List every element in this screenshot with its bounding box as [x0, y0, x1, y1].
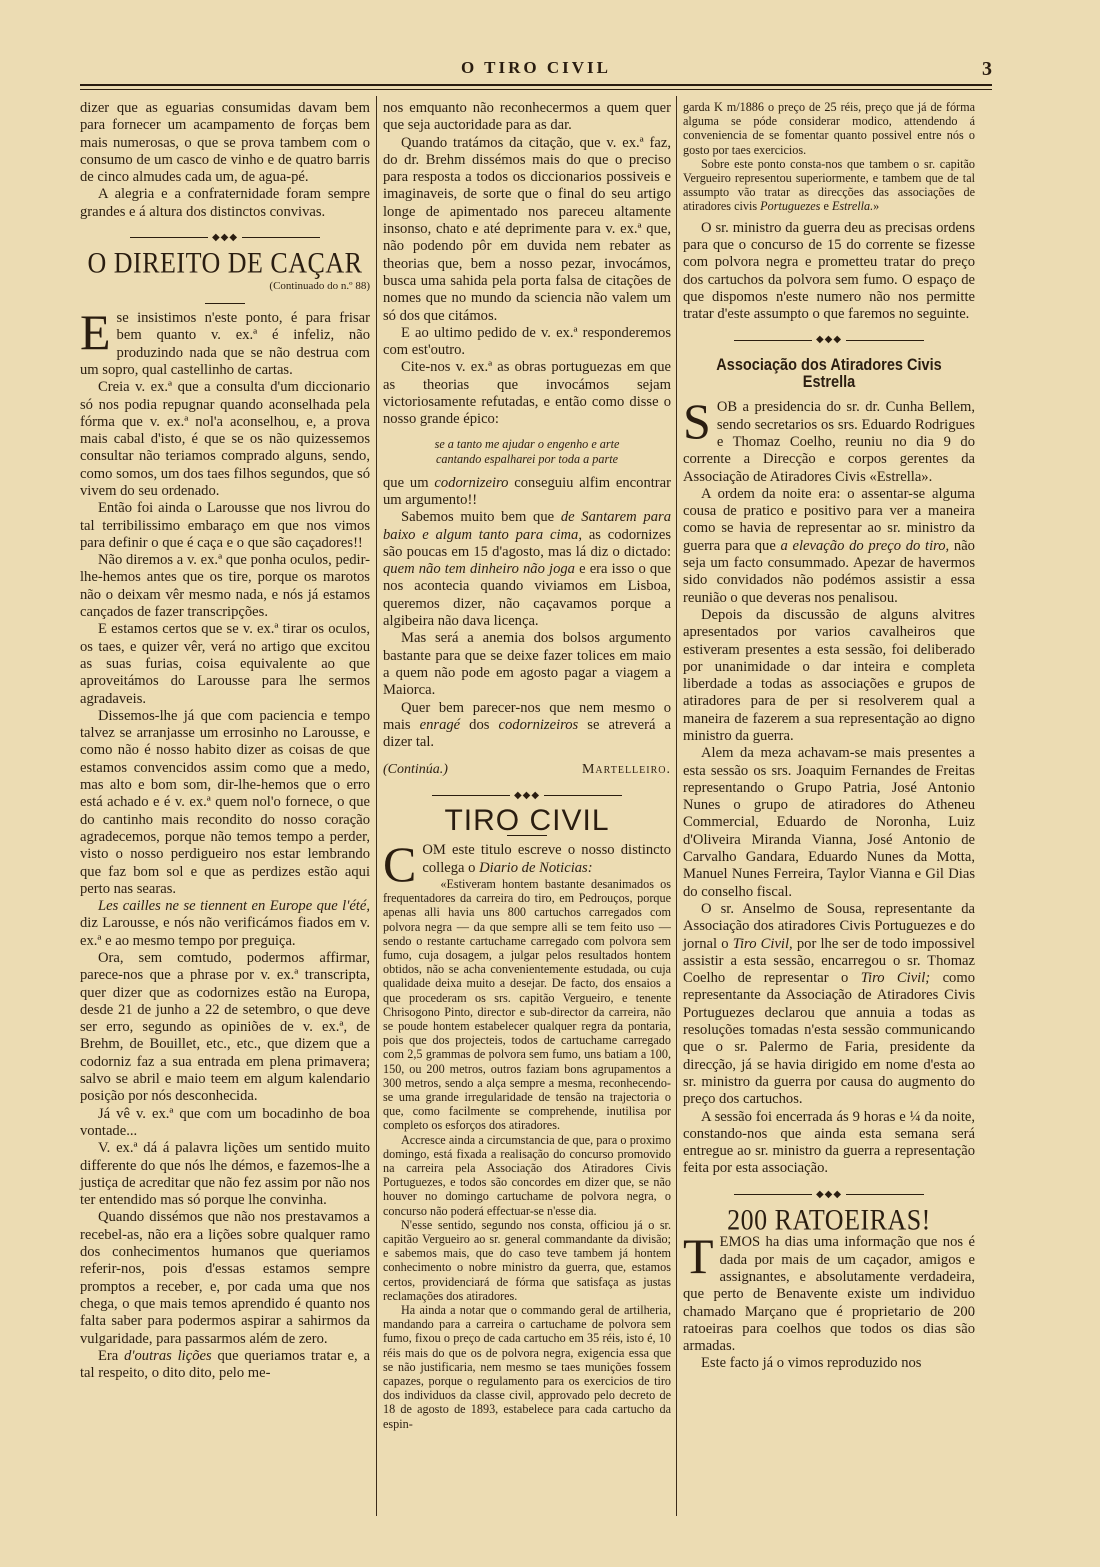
- paragraph: Depois da discussão de alguns alvitres apresentados por varios cavalheiros que estiveram presentes a esta sessão, foi deliberado por unanimidade o dar inteira e completa liberdade a todas as associações e grupos de atiradores para de per si resolverem qual a maneira de fazerem a sua representação ao digno ministro da guerra.: [683, 606, 975, 744]
- paragraph: SOB a presidencia do sr. dr. Cunha Bellem, sendo secretarios os srs. Eduardo Rodrigues e Thomaz Coelho, reuniu no dia 9 do corrente a Direcção e corpos gerentes da Associação de Atiradores Civis «Estrella».: [683, 393, 975, 485]
- header-rule-thin: [80, 89, 992, 90]
- continues-note: (Continúa.): [383, 762, 448, 778]
- paragraph: E ao ultimo pedido de v. ex.ª responderemos com est'outro.: [383, 324, 671, 359]
- section-separator: ◆◆◆: [683, 331, 975, 348]
- quoted-report-continued: [683, 100, 975, 214]
- page-number: 3: [982, 58, 992, 80]
- section-separator: ◆◆◆: [683, 1186, 975, 1203]
- paragraph: nos emquanto não reconhecermos a quem quer que seja auctoridade para as dar.: [383, 100, 671, 134]
- verse-quote: se a tanto me ajudar o engenho e arte cantando espalharei por toda a parte: [434, 436, 620, 466]
- section-separator: ◆◆◆: [383, 787, 671, 804]
- paragraph: Quando tratámos da citação, que v. ex.ª faz, do dr. Brehm dissémos mais do que o preciso para resposta a todos os diccionarios possiveis e imaginaveis, de sorte que o final do seu artigo longe de apimentado nos pareceu altamente insonso, chato e até deprimente para v. ex.ª que, não podendo pôr em duvida nem rebater as theorias que, bem a nosso pezar, invocámos, busca uma sahida pela porta falsa de citações de nomes que no mundo da sciencia não valem um só dos que citámos.: [383, 134, 671, 324]
- paragraph: A alegria e a confraternidade foram sempre grandes e á altura dos distinctos convivas.: [80, 186, 370, 220]
- paragraph: Sabemos muito bem que de Santarem para baixo e algum tanto para cima, as codornizes são poucas em 15 d'agosto, mas lá diz o dictado: quem não tem dinheiro não joga e era isso o que nos acontecia quando viviamos em Lisboa, queremos dizer, não caçavamos porque a algibeira não dava licença.: [383, 509, 671, 630]
- paragraph: O sr. Anselmo de Sousa, representante da Associação dos atiradores Civis Portuguezes e do jornal o Tiro Civil, por lhe ser de todo impossivel assistir a esta sessão, encarregou o sr. Thomaz Coelho de representar o Tiro Civil; como representante da Associação de Atiradores Civis Portuguezes declarou que annuia a todas as resoluções tomadas n'esta sessão communicando que o sr. Palermo de Faria, presidente da direcção, já se havia dirigido em nome d'esta ao sr. ministro da guerra por causa do augmento do preço dos cartuchos.: [683, 900, 975, 1108]
- article-signature: [383, 761, 671, 778]
- drop-cap: E: [80, 304, 111, 361]
- drop-cap: C: [383, 836, 417, 893]
- continuation-note: (Continuado do n.º 88): [269, 279, 370, 292]
- article-title: TIRO CIVIL: [444, 804, 610, 838]
- paragraph: Sobre este ponto consta-nos que tambem o sr. capitão Vergueiro representou superiormente, e tambem que de tal assumpto vão tratar as direcções das associações de atiradores civis Portuguezes e Estrella.»: [683, 156, 975, 214]
- paragraph: «Estiveram hontem bastante desanimados os frequentadores da carreira do tiro, em Pedrouços, porque apenas alli havia uns 800 cartuchos carregados com polvora negra — da que sempre alli se tem feito uso — sendo o restante cartuchame carregado com polvora sem fumo, cuja dosagem, a julgar pelos resultados hontem obtidos, não se acha convenientemente estudada, ou cuja qualidade deixa muito a desejar. De facto, dos ensaios a que procederam os srs. capitão Vergueiro, e tenente Chrisogono Pinto, director e sub-director da carreira, não se poude hontem estabelecer qualquer regra da pontaria, pois que dos projecteis, todos de cartuchame carregado com 2,5 grammas de polvora sem fumo, uns batiam a 100, 150, ou 200 metros, outros faziam bons agrupamentos a 300 metros, sendo a alça sempre a mesma, reconhecendo-se uma grande irregularidade de tensão na trajectoria o que, como facilmente se comprehende, inutilisa por completo os esforços dos atiradores.: [383, 876, 671, 1133]
- paragraph: Este facto já o vimos reproduzido nos: [701, 1355, 922, 1372]
- drop-cap: T: [683, 1228, 714, 1285]
- paragraph: Já vê v. ex.ª que com um bocadinho de boa vontade...: [80, 1105, 370, 1139]
- paragraph: TEMOS ha dias uma informação que nos é dada por mais de um caçador, amigos e assignantes, e absolutamente verdadeira, que perto de Benavente existe um individuo chamado Marçano que é proprietario de 200 ratoeiras para coelhos que todos os dias são armadas.: [683, 1228, 975, 1355]
- paragraph: E estamos certos que se v. ex.ª tirar os oculos, os taes, e quizer vêr, verá no artigo que excitou as suas furias, coisa equivalente ao que aproveitámos do Larousse para lhe sermos agradaveis.: [80, 621, 370, 707]
- masthead: [80, 58, 992, 80]
- drop-cap: S: [683, 393, 711, 450]
- header-rule: [80, 84, 992, 86]
- paragraph: Alem da meza achavam-se mais presentes a esta sessão os srs. Joaquim Fernandes de Freitas representando o Grupo Patria, José Antonio Nunes o grupo de atiradores do Atheneu Commercial, Eduardo de Noronha, Luiz d'Oliveira Miranda Vianna, José Antonio de Carvalho Gandara, Eduardo Nunes da Motta, Manuel Nunes Ferreira, Taylor Vianna e Gil Dias do conselho fiscal.: [683, 745, 975, 900]
- paragraph: A ordem da noite era: o assentar-se alguma cousa de pratico e positivo para ver a maneira como se havia de representar ao sr. ministro da guerra para que a elevação do preço do tiro, não seja um facto consummado. Apezar de havermos sido convidados não podémos assistir a essa reunião o que deveras nos penalisou.: [683, 485, 975, 606]
- paragraph: Ora, sem comtudo, podermos affirmar, parece-nos que a phrase por v. ex.ª transcripta, quer dizer que as codornizes estão na Europa, desde 21 de junho a 22 de setembro, o que deve ser erro, segundo as opiniões de v. ex.ª, de Brehm, de Bouillet, etc., etc., que dizem que a codorniz faz a sua entrada em plena primavera; salvo se abril e maio teem em algum kalendario posição por nós desconhecida.: [80, 950, 370, 1105]
- newspaper-title: O TIRO CIVIL: [461, 58, 611, 77]
- column-2: [383, 100, 671, 1520]
- article-title: 200 RATOEIRAS!: [727, 1202, 931, 1237]
- paragraph: garda K m/1886 o preço de 25 réis, preço que já de fórma alguma se póde considerar modico, attendendo á conveniencia de se fomentar quanto possivel entre nós o gosto por taes exercicios.: [683, 100, 975, 157]
- paragraph: N'esse sentido, segundo nos consta, officiou já o sr. capitão Vergueiro ao sr. general commandante da divisão; e sabemos mais, que do caso teve tambem já hontem conhecimento o nobre ministro da guerra, que, estamos certos, providenciará de fórma que satisfaça as justas reclamações dos atiradores.: [383, 1217, 671, 1303]
- paragraph: Quando dissémos que não nos prestavamos a recebel-as, não era a lições sobre qualquer ramo dos conhecimentos humanos que queriamos referir-nos, pois d'essas estamos sempre promptos a receber, e, por cada uma que nos chega, o que mais temos aprendido é quanto nos falta saber para podermos aspirar a sahirmos da vulgaridade, para passarmos além de zero.: [80, 1209, 370, 1347]
- paragraph: Era d'outras lições que queriamos tratar e, a tal respeito, o dito dito, pelo me-: [80, 1347, 370, 1382]
- paragraph: A sessão foi encerrada ás 9 horas e ¼ da noite, constando-nos que ainda esta semana será entregue ao sr. ministro da guerra a representação feita por esta associação.: [683, 1108, 975, 1177]
- author-name: Martelleiro.: [581, 762, 671, 778]
- paragraph: COM este titulo escreve o nosso distincto collega o Diario de Noticias:: [383, 836, 671, 893]
- title-underline: [205, 303, 245, 304]
- paragraph: V. ex.ª dá á palavra lições um sentido muito differente do que nós lhe démos, e fazemos-lhe a justiça de acreditar que não fez assim por não nos ter entendido mas só porque lhe convinha.: [80, 1140, 370, 1209]
- paragraph: dizer que as eguarias consumidas davam bem para fornecer um acampamento de forças bem mais numerosas, o que se prova tambem com o consumo de um casco de vinho e de quatro barris de cinco almudes cada um, de agua-pé.: [80, 100, 370, 186]
- paragraph: Les cailles ne se tiennent en Europe que l'été, diz Larousse, e nós não verificámos fiados em v. ex.ª e ao mesmo tempo por preguiça.: [80, 898, 370, 949]
- article-title: O DIREITO DE CAÇAR: [87, 246, 363, 280]
- column-divider: [676, 96, 677, 1516]
- paragraph: Quer bem parecer-nos que nem mesmo o mais enragé dos codornizeiros se atreverá a dizer tal.: [383, 699, 671, 751]
- column-1: [80, 100, 370, 1520]
- article-title: Associação dos Atiradores Civis Estrella: [716, 355, 942, 392]
- paragraph: que um codornizeiro conseguiu alfim encontrar um argumento!!: [383, 474, 671, 508]
- paragraph: Accresce ainda a circumstancia de que, para o proximo domingo, está fixada a realisação do concurso promovido na carreira pela Associação dos Atiradores Civis Portuguezes, e todos são concordes em dizer que, se não houver no domingo cartuchame de polvora negra, o concurso não poderá effectuar-se n'esse dia.: [383, 1132, 671, 1218]
- paragraph: Creia v. ex.ª que a consulta d'um diccionario só nos podia repugnar quando aconselhada pela fórma que v. ex.ª nol'a aconselhou, e, a prova mais cabal d'isto, é que se os não quizessemos consultar não teriamos comprado alguns, sendo, como somos, um dos taes filhos segundos, que só vivem do seu ordenado.: [80, 379, 370, 499]
- paragraph: Dissemos-lhe já que com paciencia e tempo talvez se arranjasse um errosinho no Larousse, e como não é nosso habito dizer as coisas de que estamos convencidos assim como que a medo, mas alto e bom som, dir-lhe-hemos que o erro está achado e é v. ex.ª quem nol'o fornece, o que do cantinho mais recondito do nosso coração agradecemos, porque não temos tempo a perder, visto o nosso perdigueiro nos estar lembrando que faz bom sol e que as perdizes estão aqui perto nas searas.: [80, 707, 370, 897]
- paragraph: Cite-nos v. ex.ª as obras portuguezas em que as theorias que invocámos sejam victoriosamente refutadas, e então como disse o nosso grande épico:: [383, 359, 671, 428]
- column-divider: [376, 96, 377, 1516]
- column-3: [683, 100, 975, 1520]
- quoted-report: [383, 877, 671, 1431]
- paragraph: Não diremos a v. ex.ª que ponha oculos, pedir-lhe-hemos antes que os tire, porque os marotos não o deixam vêr mesmo nada, e nós já estamos cançados de fazer transcripções.: [80, 552, 370, 621]
- paragraph: Mas será a anemia dos bolsos argumento bastante para que se deixe fazer tolices em maio a quem não pode em agosto pagar a viagem a Maiorca.: [383, 630, 671, 699]
- paragraph: Ese insistimos n'este ponto, é para frisar bem quanto v. ex.ª é infeliz, não produzindo nada que se não destrua com um sopro, qual castellinho de cartas.: [80, 304, 370, 378]
- paragraph: Ha ainda a notar que o commando geral de artilheria, mandando para a carreira o cartuchame de polvora sem fumo, fixou o preço de cada cartucho em 35 réis, isto é, 10 réis mais do que os de polvora negra, exigencia essa que se não justificaria, nem mesmo se taes munições fossem capazes, porque o regulamento para os exercicios de tiro dos individuos da classe civil, approvado pelo decreto de 18 de agosto de 1893, estabelece para cada cartucho da espin-: [383, 1303, 671, 1431]
- section-separator: ◆◆◆: [80, 229, 370, 246]
- paragraph: O sr. ministro da guerra deu as precisas ordens para que o concurso de 15 do corrente se fizesse com polvora negra e prometteu tratar do preço dos cartuchos da polvora sem fumo. O espaço de que dispomos n'este numero não nos permitte tratar d'este assumpto o que faremos no seguinte.: [683, 219, 975, 323]
- paragraph: Então foi ainda o Larousse que nos livrou do tal terribilissimo embaraço em que nos vimos para definir o que é caça e o que são caçadores!!: [80, 500, 370, 551]
